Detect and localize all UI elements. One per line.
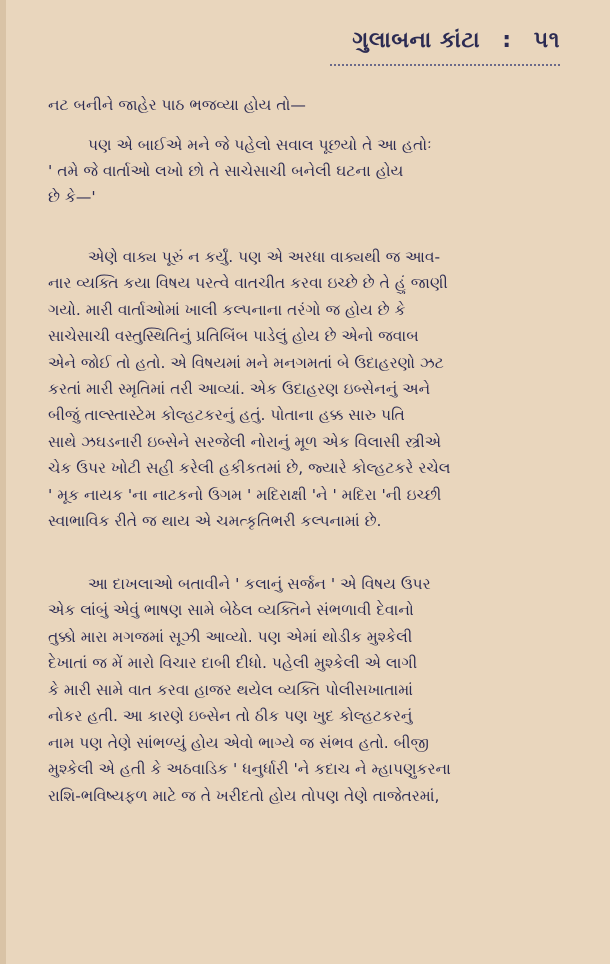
text-line: નટ બનીને જાહેર પાઠ ભજવ્યા હોય તો— [48, 96, 306, 114]
text-line: રાશિ-ભવિષ્યફળ માટે જ તે ખરીદતો હોય તોપણ તેણે તાજેતરમાં, [48, 787, 440, 805]
header-separator: : [502, 28, 512, 53]
text-line: સ્વાભાવિક રીતે જ થાય એ ચમત્કૃતિભરી કલ્પનામાં છે. [48, 512, 382, 530]
text-line: તુક્કો મારા મગજમાં સૂઝી આવ્યો. પણ એમાં થોડીક મુશ્કેલી [48, 628, 413, 646]
text-line: ગયો. મારી વાર્તાઓમાં ખાલી કલ્પનાના તરંગો જ હોય છે કે [48, 301, 406, 319]
text-line: કરતાં મારી સ્મૃતિમાં તરી આવ્યાં. એક ઉદાહરણ ઇબ્સેનનું અને [48, 380, 431, 398]
page-number: ૫૧ [533, 28, 560, 53]
text-line: ચેક ઉપર ખોટી સહી કરેલી હકીકતમાં છે, જ્યારે કોલ્હટકરે રચેલ [48, 459, 451, 477]
text-line: ' મૂક નાયક 'ના નાટકનો ઉગમ ' મદિરાક્ષી 'ને ' મદિરા 'ની ઇચ્છી [48, 486, 442, 504]
text-line: એને જોઈ તો હતો. એ વિષયમાં મને મનગમતાં બે ઉદાહરણો ઝટ [48, 354, 444, 372]
text-line: મુશ્કેલી એ હતી કે અઠવાડિક ' ધનુર્ધારી 'ને કદાચ ને મ્હાપણુકરના [48, 760, 451, 778]
text-line: સાચેસાચી વસ્તુસ્થિતિનું પ્રતિબિંબ પાડેલું હોય છે એનો જવાબ [48, 327, 419, 345]
text-line: એક લાંબું એવું ભાષણ સામે બેઠેલ વ્યક્તિને સંભળાવી દેવાનો [48, 601, 414, 619]
chapter-title: ગુલાબના કાંટા [352, 28, 481, 53]
text-line: દેખાતાં જ મેં મારો વિચાર દાબી દીધો. પહેલી મુશ્કેલી એ લાગી [48, 654, 418, 672]
running-header [352, 28, 560, 53]
header-wavy-rule [330, 64, 560, 66]
text-line: પણ એ બાઈએ મને જે પહેલો સવાલ પૂછયો તે આ હતોઃ [88, 136, 432, 154]
text-line: નોકર હતી. આ કારણે ઇબ્સેન તો ઠીક પણ ખુદ કોલ્હટકરનું [48, 707, 413, 725]
page-gutter [0, 0, 6, 964]
text-line: એણે વાક્ય પૂરું ન કર્યું. પણ એ અરધા વાક્યથી જ આવ- [88, 248, 441, 266]
text-line: નાર વ્યક્તિ કયા વિષય પરત્વે વાતચીત કરવા ઇચ્છે છે તે હું જાણી [48, 274, 448, 292]
text-line: ' તમે જે વાર્તાઓ લખો છો તે સાચેસાચી બનેલી ઘટના હોય [48, 162, 404, 180]
text-line: કે મારી સામે વાત કરવા હાજર થયેલ વ્યક્તિ પોલીસખાતામાં [48, 681, 413, 699]
text-line: આ દાખલાઓ બતાવીને ' કલાનું સર્જન ' એ વિષય ઉપર [88, 575, 431, 593]
text-line: સાથે ઝઘડનારી ઇબ્સેને સરજેલી નોરાનું મૂળ એક વિલાસી સ્ત્રીએ [48, 433, 442, 451]
text-line: નામ પણ તેણે સાંભળ્યું હોય એવો ભાગ્યે જ સંભવ હતો. બીજી [48, 734, 429, 752]
text-line: છે કે—' [48, 188, 96, 206]
text-line: બીજું તાલ્સ્તાસ્ટેમ કોલ્હટકરનું હતું. પોતાના હક્ક સારુ પતિ [48, 406, 405, 424]
